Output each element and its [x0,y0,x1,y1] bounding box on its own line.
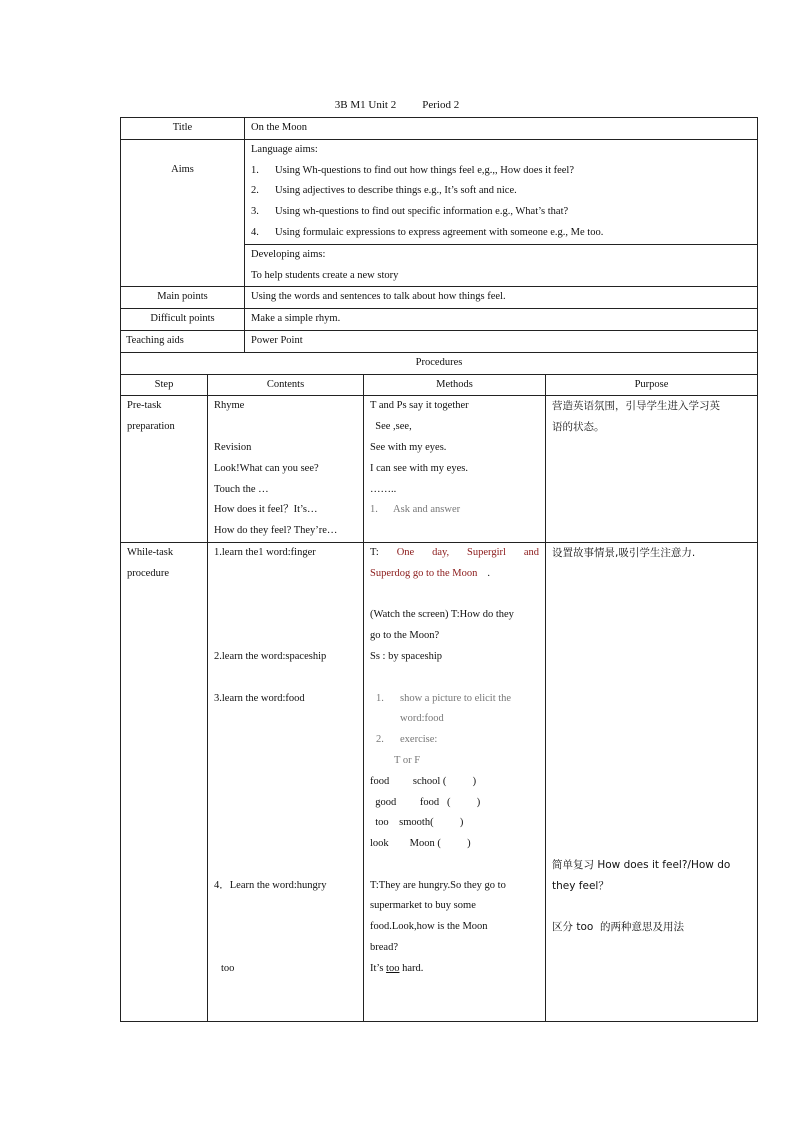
pre-task-step-line-1: Pre-task [127,400,162,412]
method-hungry-line-1: T:They are hungry.So they go to [370,879,506,891]
exercise-line-1: food school ( ) [370,775,477,787]
pre-task-method-3: See with my eyes. [370,441,447,453]
while-task-methods [364,542,546,1021]
method-true-false: T or F [394,754,421,766]
pre-task-method-6: 1. Ask and answer [370,504,461,516]
difficult-points-row [121,309,758,331]
pre-task-method-5: …….. [370,483,397,495]
aims-label-text: Aims [171,163,194,175]
procedures-header-row [121,374,758,396]
method-ss-answer: Ss : by spaceship [370,650,443,662]
pre-task-method-2: See ,see, [370,421,412,433]
document-title [0,99,794,111]
method-hungry-line-4: bread? [370,942,398,954]
difficult-points-label: Difficult points [121,309,245,331]
while-task-step [121,542,208,1021]
pre-task-content-touch: Touch the … [214,483,269,495]
purpose-review-line-1: 简单复习 How does it feel?/How do [552,858,731,871]
pre-task-content-revision: Revision [214,441,252,453]
main-points-row [121,287,758,309]
language-aims-heading: Language aims: [251,143,318,155]
language-aims-cell [245,139,758,244]
pre-task-purpose-line-2: 语的状态。 [552,421,605,434]
content-learn-hungry: 4．Learn the word:hungry [214,879,327,891]
main-points-value: Using the words and sentences to talk about how things feel. [245,287,758,309]
purpose-header: Purpose [546,374,758,396]
language-aim-1: 1. Using Wh-questions to find out how things feel e,g.,, How does it feel? [251,164,575,176]
method-story-line-2: Superdog go to the Moon . [370,567,490,579]
method-watch-line-1: (Watch the screen) T:How do they [370,609,514,621]
method-story-line-1: T: One day, Supergirl and [370,546,539,558]
exercise-line-3: too smooth( ) [370,817,464,829]
step-header: Step [121,374,208,396]
pre-task-content-rhyme: Rhyme [214,400,245,412]
lesson-plan-table [120,117,758,1022]
exercise-line-4: look Moon ( ) [370,838,471,850]
method-hungry-line-3: food.Look,how is the Moon [370,921,488,933]
period-label: Period 2 [422,99,460,111]
teaching-aids-label: Teaching aids [121,330,245,352]
content-learn-spaceship: 2.learn the word:spaceship [214,650,327,662]
developing-aims-text: To help students create a new story [251,269,399,281]
while-task-step-line-2: procedure [127,567,169,579]
language-aim-3: 3. Using wh-questions to find out specific information e.g., What’s that? [251,206,569,218]
purpose-review-line-2: they feel？ [552,879,609,892]
difficult-points-value: Make a simple rhym. [245,309,758,331]
methods-header: Methods [364,374,546,396]
unit-label: 3B M1 Unit 2 [334,99,397,111]
title-row [121,118,758,140]
method-watch-line-2: go to the Moon? [370,630,440,642]
teaching-aids-row [121,330,758,352]
method-step-1-cont: word:food [400,713,444,725]
developing-aims-cell [245,244,758,287]
pre-task-step [121,396,208,543]
procedures-row [121,352,758,374]
pre-task-content-feel-it: How does it feel？It’s… [214,504,318,516]
main-points-label: Main points [121,287,245,309]
pre-task-methods [364,396,546,543]
language-aim-4: 4. Using formulaic expressions to express agreement with someone e.g., Me too. [251,226,604,238]
content-learn-finger: 1.learn the1 word:finger [214,546,316,558]
teaching-aids-value: Power Point [245,330,758,352]
while-task-step-line-1: While-task [127,546,174,558]
while-task-purpose [546,542,758,1021]
procedures-title: Procedures [121,352,758,374]
content-learn-food: 3.learn the word:food [214,692,305,704]
aims-label [121,139,245,287]
method-hungry-line-2: supermarket to buy some [370,900,476,912]
content-too: too [221,962,235,974]
title-value: On the Moon [245,118,758,140]
pre-task-content-feel-they: How do they feel? They’re… [214,525,338,537]
pre-task-step-line-2: preparation [127,421,175,433]
language-aim-2: 2. Using adjectives to describe things e.g., It’s soft and nice. [251,185,517,197]
aims-row-language [121,139,758,244]
pre-task-contents [208,396,364,543]
pre-task-method-1: T and Ps say it together [370,400,469,412]
pre-task-purpose-line-1: 营造英语氛围，引导学生进入学习英 [552,400,720,413]
while-task-row [121,542,758,1021]
exercise-line-2: good food ( ) [370,796,481,808]
title-label: Title [121,118,245,140]
pre-task-content-look: Look!What can you see? [214,462,319,474]
pre-task-method-4: I can see with my eyes. [370,462,468,474]
purpose-story-scene: 设置故事情景,吸引学生注意力. [552,546,696,559]
method-step-2: 2. exercise: [376,734,438,746]
developing-aims-heading: Developing aims: [251,248,326,260]
method-too-line: It’s too hard. [370,962,424,974]
purpose-too-meaning: 区分 too 的两种意思及用法 [552,921,684,934]
contents-header: Contents [208,374,364,396]
while-task-contents [208,542,364,1021]
method-step-1: 1. show a picture to elicit the [376,692,512,704]
pre-task-purpose [546,396,758,543]
pre-task-row [121,396,758,543]
